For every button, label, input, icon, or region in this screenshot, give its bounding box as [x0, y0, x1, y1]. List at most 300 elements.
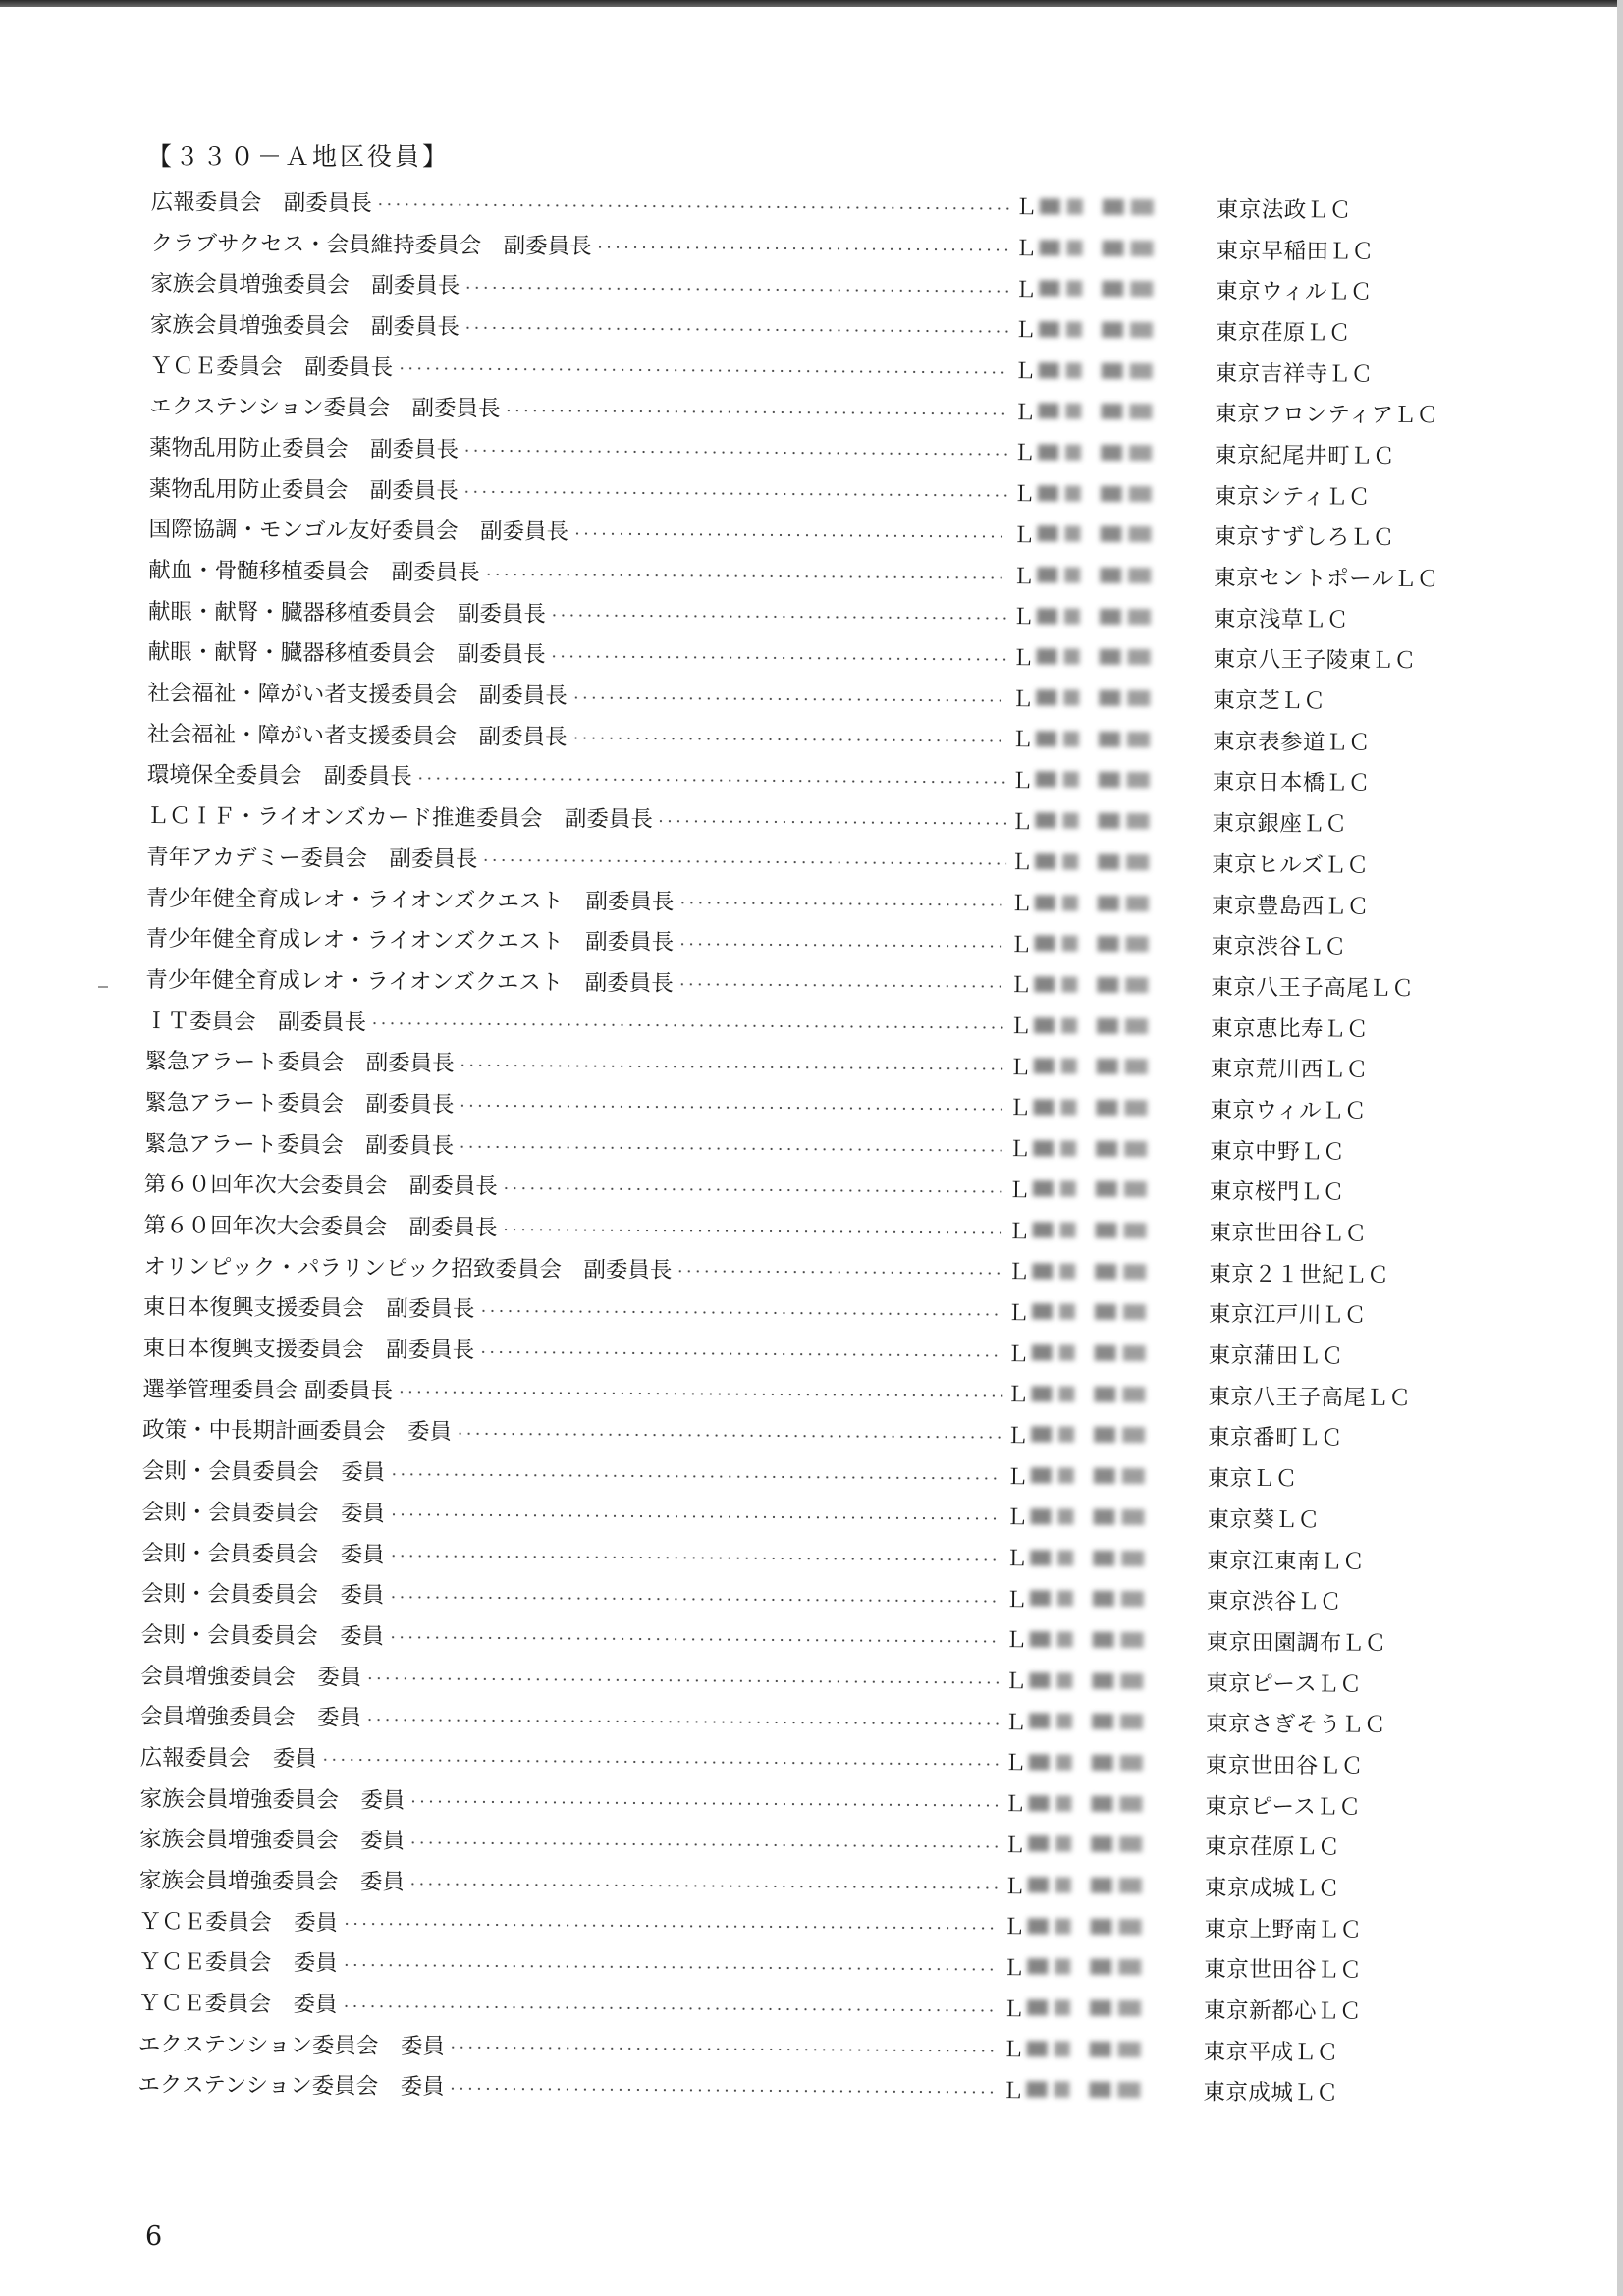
- page-number: 6: [145, 2221, 163, 2252]
- role-title: 国際協調・モンゴル友好委員会 副委員長: [148, 517, 569, 546]
- role-title: 社会福祉・障がい者支援委員会 副委員長: [146, 721, 568, 750]
- role-title: オリンピック・パラリンピック招致委員会 副委員長: [143, 1253, 673, 1284]
- dot-leader: [550, 614, 1008, 620]
- scan-speck: [98, 986, 108, 988]
- dot-leader: [370, 1022, 1005, 1030]
- lion-prefix: Ｌ: [1008, 1137, 1031, 1163]
- member-name-cell: [1005, 1051, 1211, 1082]
- club-name: 東京成城ＬＣ: [1204, 1875, 1340, 1902]
- role-cell: [147, 757, 1007, 794]
- member-name-cell: [1006, 846, 1212, 877]
- member-name-cell: [1007, 683, 1213, 714]
- dot-leader: [458, 1145, 1004, 1152]
- club-name: 東京荒川西ＬＣ: [1210, 1056, 1369, 1083]
- role-cell: [139, 1863, 1000, 1900]
- role-title: クラブサクセス・会員維持委員会 副委員長: [150, 230, 592, 259]
- lion-prefix: Ｌ: [1007, 1219, 1030, 1244]
- redacted-name: [1030, 1550, 1144, 1566]
- role-title: 広報委員会 副委員長: [150, 189, 372, 217]
- redacted-name: [1035, 853, 1149, 870]
- scan-top-edge: [0, 0, 1623, 7]
- redacted-name: [1031, 1467, 1145, 1484]
- lion-prefix: Ｌ: [1012, 441, 1036, 466]
- role-cell: [146, 798, 1006, 836]
- redacted-name: [1037, 608, 1151, 625]
- role-title: 選挙管理委員会 副委員長: [142, 1376, 394, 1404]
- dot-leader: [408, 1882, 1000, 1888]
- club-name: 東京ピースＬＣ: [1206, 1670, 1363, 1698]
- dot-leader: [397, 1391, 1002, 1397]
- lion-prefix: Ｌ: [1012, 522, 1035, 549]
- redacted-name: [1027, 2041, 1141, 2057]
- member-name-cell: [1004, 1174, 1210, 1205]
- dot-leader: [657, 819, 1007, 824]
- role-title: 会則・会員委員会 委員: [140, 1621, 385, 1650]
- lion-prefix: Ｌ: [1001, 2038, 1024, 2063]
- role-cell: [146, 921, 1006, 958]
- role-title: 広報委員会 委員: [139, 1744, 317, 1773]
- lion-prefix: Ｌ: [1009, 892, 1032, 917]
- role-cell: [141, 1535, 1001, 1572]
- club-name: 東京田園調布ＬＣ: [1206, 1629, 1387, 1657]
- lion-prefix: Ｌ: [1005, 1464, 1028, 1490]
- lion-prefix: Ｌ: [1013, 400, 1036, 426]
- dot-leader: [342, 1963, 999, 1971]
- member-name-cell: [1009, 437, 1215, 468]
- role-cell: [144, 1167, 1004, 1204]
- roster-row: [137, 2063, 1453, 2113]
- redacted-name: [1029, 1754, 1143, 1771]
- dot-leader: [478, 1309, 1002, 1316]
- member-name-cell: [1001, 1623, 1207, 1655]
- member-name-cell: [998, 2074, 1203, 2105]
- dot-leader: [463, 286, 1010, 293]
- role-cell: [142, 1412, 1002, 1449]
- club-name: 東京平成ＬＣ: [1203, 2039, 1339, 2066]
- redacted-name: [1032, 1304, 1146, 1321]
- page-heading: 【３３０－Ａ地区役員】: [147, 142, 451, 171]
- lion-prefix: Ｌ: [1006, 1301, 1030, 1327]
- dot-leader: [408, 1841, 1000, 1848]
- member-name-cell: [1004, 1092, 1210, 1123]
- role-title: ＹＣＥ委員会 副委員長: [149, 353, 394, 381]
- lion-prefix: Ｌ: [1008, 1096, 1031, 1121]
- member-name-cell: [1002, 1460, 1208, 1492]
- dot-leader: [458, 1105, 1004, 1112]
- role-cell: [147, 717, 1007, 754]
- role-cell: [149, 471, 1009, 509]
- dot-leader: [677, 983, 1005, 988]
- club-name: 東京ヒルズＬＣ: [1212, 851, 1370, 879]
- role-cell: [139, 1904, 1000, 1941]
- dot-leader: [388, 1595, 1001, 1602]
- lion-prefix: Ｌ: [1014, 277, 1037, 303]
- role-title: エクステンション委員会 副委員長: [149, 394, 501, 422]
- scan-right-edge: [1617, 0, 1623, 2296]
- role-title: 会則・会員委員会 委員: [141, 1499, 386, 1527]
- lion-prefix: Ｌ: [1011, 686, 1034, 712]
- redacted-name: [1028, 1877, 1142, 1893]
- redacted-name: [1031, 1386, 1145, 1402]
- redacted-name: [1028, 1836, 1142, 1853]
- lion-prefix: Ｌ: [1014, 195, 1037, 221]
- member-name-cell: [1003, 1255, 1209, 1286]
- club-name: 東京浅草ＬＣ: [1213, 606, 1350, 633]
- role-cell: [142, 1453, 1002, 1491]
- role-title: 青少年健全育成レオ・ライオンズクエスト 副委員長: [145, 926, 675, 956]
- redacted-name: [1038, 485, 1152, 502]
- club-name: 東京ウィルＬＣ: [1210, 1097, 1368, 1124]
- member-name-cell: [1005, 1010, 1211, 1041]
- club-name: 東京桜門ＬＣ: [1209, 1178, 1345, 1206]
- dot-leader: [365, 1677, 1001, 1685]
- role-title: ＬＣＩＦ・ライオンズカード推進委員会 副委員長: [146, 803, 654, 833]
- member-name-cell: [1003, 1296, 1209, 1328]
- lion-prefix: Ｌ: [1012, 482, 1035, 508]
- dot-leader: [550, 655, 1008, 661]
- lion-prefix: Ｌ: [1003, 1751, 1026, 1777]
- redacted-name: [1034, 1017, 1148, 1034]
- dot-leader: [502, 1186, 1004, 1193]
- member-name-cell: [1008, 560, 1214, 591]
- role-cell: [137, 2067, 998, 2105]
- member-name-cell: [1008, 600, 1214, 631]
- role-cell: [143, 1331, 1003, 1368]
- lion-prefix: Ｌ: [1003, 1710, 1027, 1736]
- dot-leader: [365, 1718, 1001, 1725]
- club-name: 東京世田谷ＬＣ: [1205, 1752, 1364, 1779]
- lion-prefix: Ｌ: [1007, 1260, 1030, 1285]
- dot-leader: [676, 1270, 1003, 1275]
- redacted-name: [1035, 812, 1149, 829]
- role-cell: [148, 594, 1008, 631]
- dot-leader: [462, 490, 1009, 497]
- role-cell: [149, 430, 1009, 467]
- member-name-cell: [1009, 477, 1215, 509]
- role-title: ＹＣＥ委員会 委員: [137, 1991, 338, 2018]
- member-name-cell: [1010, 355, 1216, 386]
- role-title: 青年アカデミー委員会 副委員長: [146, 844, 478, 873]
- redacted-name: [1038, 444, 1152, 461]
- redacted-name: [1039, 281, 1153, 298]
- member-name-cell: [1009, 396, 1215, 427]
- dot-leader: [459, 1064, 1005, 1070]
- club-name: 東京シティＬＣ: [1214, 483, 1372, 511]
- redacted-name: [1033, 1181, 1147, 1198]
- dot-leader: [505, 409, 1010, 415]
- role-title: 家族会員増強委員会 委員: [138, 1867, 406, 1895]
- role-title: 緊急アラート委員会 副委員長: [144, 1049, 455, 1077]
- role-title: 環境保全委員会 副委員長: [146, 762, 412, 791]
- dot-leader: [456, 1432, 1002, 1439]
- lion-prefix: Ｌ: [1010, 850, 1033, 876]
- lion-prefix: Ｌ: [1005, 1505, 1028, 1531]
- member-name-cell: [1006, 887, 1212, 918]
- club-name: 東京蒲田ＬＣ: [1208, 1342, 1344, 1370]
- role-cell: [140, 1740, 1001, 1777]
- redacted-name: [1037, 567, 1151, 583]
- role-cell: [138, 1986, 999, 2023]
- lion-prefix: Ｌ: [1009, 932, 1032, 957]
- club-name: 東京世田谷ＬＣ: [1209, 1220, 1368, 1247]
- member-name-cell: [1006, 805, 1212, 837]
- lion-prefix: Ｌ: [1003, 1792, 1026, 1818]
- lion-prefix: Ｌ: [1010, 809, 1033, 835]
- member-name-cell: [1001, 1583, 1207, 1614]
- role-cell: [139, 1781, 1000, 1819]
- lion-prefix: Ｌ: [1003, 1832, 1026, 1859]
- club-name: 東京葵ＬＣ: [1207, 1506, 1321, 1534]
- lion-prefix: Ｌ: [1009, 973, 1032, 999]
- role-cell: [138, 1944, 999, 1982]
- role-cell: [145, 962, 1005, 1000]
- role-cell: [148, 553, 1008, 590]
- role-title: ＹＣＥ委員会 委員: [138, 1908, 339, 1937]
- member-name-cell: [1003, 1215, 1209, 1246]
- role-title: 家族会員増強委員会 委員: [139, 1827, 406, 1855]
- lion-prefix: Ｌ: [1011, 646, 1034, 672]
- redacted-name: [1036, 772, 1150, 789]
- redacted-name: [1037, 526, 1151, 543]
- member-name-cell: [1010, 314, 1216, 346]
- club-name: 東京八王子高尾ＬＣ: [1211, 974, 1415, 1002]
- redacted-name: [1034, 976, 1148, 993]
- role-cell: [143, 1208, 1003, 1245]
- role-cell: [139, 1822, 1000, 1859]
- club-name: 東京荏原ＬＣ: [1205, 1833, 1341, 1861]
- redacted-name: [1027, 1999, 1141, 2016]
- dot-leader: [408, 1800, 1000, 1807]
- role-cell: [145, 1004, 1005, 1041]
- member-name-cell: [1010, 273, 1216, 304]
- redacted-name: [1027, 1959, 1141, 1976]
- role-title: 家族会員増強委員会 副委員長: [149, 311, 460, 341]
- club-name: 東京恵比寿ＬＣ: [1210, 1015, 1370, 1043]
- dot-leader: [571, 737, 1007, 742]
- redacted-name: [1029, 1714, 1143, 1730]
- dot-leader: [449, 2087, 999, 2094]
- member-name-cell: [1001, 1706, 1206, 1737]
- club-name: 東京江東南ＬＣ: [1207, 1548, 1366, 1575]
- club-name: 東京芝ＬＣ: [1213, 687, 1326, 715]
- member-name-cell: [1000, 1910, 1205, 1941]
- lion-prefix: Ｌ: [1014, 237, 1037, 262]
- role-title: 家族会員増強委員会 副委員長: [150, 271, 460, 300]
- dot-leader: [342, 1923, 999, 1931]
- redacted-name: [1034, 1059, 1148, 1075]
- dot-leader: [389, 1513, 1001, 1520]
- role-cell: [150, 307, 1010, 345]
- role-cell: [138, 2027, 999, 2064]
- member-name-cell: [1005, 969, 1211, 1001]
- dot-leader: [449, 2046, 999, 2052]
- club-name: 東京新都心ＬＣ: [1203, 1997, 1363, 2025]
- lion-prefix: Ｌ: [1013, 359, 1036, 385]
- club-name: 東京早稲田ＬＣ: [1216, 238, 1375, 265]
- member-name-cell: [1001, 1747, 1206, 1778]
- lion-prefix: Ｌ: [1002, 1956, 1025, 1982]
- club-name: 東京表参道ＬＣ: [1212, 729, 1372, 756]
- role-cell: [144, 1085, 1004, 1122]
- club-name: 東京番町ＬＣ: [1207, 1425, 1344, 1451]
- role-cell: [147, 676, 1007, 713]
- role-title: ＹＣＥ委員会 委員: [138, 1949, 338, 1977]
- member-name-cell: [1005, 928, 1211, 959]
- lion-prefix: Ｌ: [1012, 564, 1035, 589]
- role-title: 会員増強委員会 委員: [139, 1704, 362, 1731]
- member-name-cell: [1008, 641, 1214, 673]
- role-title: 会員増強委員会 委員: [140, 1663, 362, 1691]
- club-name: 東京セントポールＬＣ: [1214, 565, 1439, 593]
- lion-prefix: Ｌ: [1006, 1341, 1029, 1367]
- club-name: 東京荏原ＬＣ: [1215, 319, 1352, 347]
- redacted-name: [1026, 2082, 1140, 2099]
- member-name-cell: [1002, 1419, 1208, 1450]
- dot-leader: [462, 450, 1009, 457]
- role-title: 会則・会員委員会 委員: [141, 1458, 386, 1486]
- role-title: ＩＴ委員会 副委員長: [144, 1008, 367, 1036]
- club-name: 東京法政ＬＣ: [1216, 196, 1352, 224]
- member-name-cell: [1002, 1378, 1208, 1409]
- redacted-name: [1031, 1427, 1145, 1444]
- club-name: 東京成城ＬＣ: [1203, 2079, 1339, 2106]
- redacted-name: [1038, 404, 1152, 420]
- role-cell: [150, 226, 1010, 263]
- club-name: 東京世田谷ＬＣ: [1204, 1956, 1363, 1985]
- club-name: 東京ＬＣ: [1207, 1465, 1298, 1493]
- club-name: 東京さぎそうＬＣ: [1205, 1711, 1387, 1739]
- redacted-name: [1033, 1222, 1147, 1238]
- redacted-name: [1032, 1344, 1146, 1361]
- dot-leader: [321, 1759, 1001, 1767]
- club-name: 東京すずしろＬＣ: [1214, 523, 1395, 552]
- role-cell: [142, 1372, 1002, 1409]
- lion-prefix: Ｌ: [1010, 769, 1033, 794]
- role-title: 献眼・献腎・臓器移植委員会 副委員長: [147, 639, 546, 669]
- role-title: 政策・中長期計画委員会 委員: [142, 1417, 453, 1446]
- member-name-cell: [1007, 764, 1213, 795]
- club-name: 東京渋谷ＬＣ: [1206, 1588, 1343, 1615]
- role-title: 第６０回年次大会委員会 副委員長: [143, 1213, 498, 1241]
- redacted-name: [1039, 321, 1153, 338]
- role-cell: [144, 1126, 1004, 1164]
- member-name-cell: [999, 1993, 1204, 2024]
- redacted-name: [1036, 731, 1150, 747]
- club-name: 東京紀尾井町ＬＣ: [1214, 442, 1396, 469]
- redacted-name: [1028, 1795, 1142, 1812]
- lion-prefix: Ｌ: [1002, 1874, 1025, 1899]
- redacted-name: [1035, 936, 1149, 953]
- club-name: 東京ウィルＬＣ: [1216, 278, 1373, 305]
- dot-leader: [572, 532, 1008, 538]
- role-cell: [141, 1617, 1001, 1655]
- dot-leader: [463, 327, 1010, 334]
- lion-prefix: Ｌ: [1011, 605, 1035, 630]
- role-cell: [141, 1576, 1001, 1613]
- member-name-cell: [1000, 1787, 1205, 1819]
- role-cell: [140, 1659, 1001, 1696]
- member-name-cell: [1004, 1132, 1210, 1164]
- lion-prefix: Ｌ: [1007, 1177, 1030, 1204]
- redacted-name: [1037, 649, 1151, 666]
- role-cell: [146, 881, 1006, 918]
- lion-prefix: Ｌ: [1010, 728, 1034, 753]
- member-name-cell: [1010, 232, 1216, 263]
- redacted-name: [1036, 689, 1150, 706]
- club-name: 東京中野ＬＣ: [1210, 1138, 1346, 1166]
- redacted-name: [1030, 1508, 1144, 1525]
- role-cell: [145, 1044, 1005, 1081]
- role-cell: [150, 349, 1010, 386]
- club-name: 東京渋谷ＬＣ: [1211, 933, 1347, 960]
- redacted-name: [1035, 895, 1149, 911]
- dot-leader: [389, 1472, 1001, 1479]
- role-cell: [150, 266, 1010, 303]
- redacted-name: [1028, 1918, 1142, 1935]
- lion-prefix: Ｌ: [1004, 1669, 1027, 1695]
- role-title: 東日本復興支援委員会 副委員長: [142, 1336, 475, 1364]
- club-name: 東京江戸川ＬＣ: [1208, 1301, 1368, 1330]
- lion-prefix: Ｌ: [1013, 318, 1037, 344]
- member-name-cell: [999, 1951, 1204, 1983]
- lion-prefix: Ｌ: [1005, 1547, 1028, 1572]
- redacted-name: [1033, 1099, 1147, 1116]
- role-title: 薬物乱用防止委員会 副委員長: [149, 434, 460, 464]
- club-name: 東京フロンティアＬＣ: [1215, 401, 1439, 429]
- member-name-cell: [1011, 191, 1217, 222]
- role-cell: [149, 389, 1009, 426]
- role-cell: [140, 1699, 1001, 1736]
- dot-leader: [376, 203, 1011, 211]
- lion-prefix: Ｌ: [1008, 1055, 1031, 1081]
- member-name-cell: [1007, 723, 1213, 754]
- role-title: 青少年健全育成レオ・ライオンズクエスト 副委員長: [145, 885, 675, 915]
- dot-leader: [389, 1555, 1001, 1561]
- role-title: 薬物乱用防止委員会 副委員長: [148, 475, 459, 504]
- role-title: 会則・会員委員会 委員: [140, 1581, 385, 1609]
- role-cell: [146, 840, 1006, 877]
- club-name: 東京ピースＬＣ: [1205, 1793, 1362, 1821]
- dot-leader: [677, 942, 1005, 947]
- lion-prefix: Ｌ: [1004, 1587, 1028, 1613]
- role-cell: [143, 1289, 1003, 1327]
- redacted-name: [1040, 240, 1154, 256]
- role-cell: [141, 1495, 1001, 1532]
- role-title: 献血・骨髄移植委員会 副委員長: [148, 558, 480, 586]
- club-name: 東京日本橋ＬＣ: [1212, 770, 1371, 797]
- role-title: 第６０回年次大会委員会 副委員長: [143, 1172, 498, 1200]
- redacted-name: [1030, 1631, 1144, 1648]
- dot-leader: [342, 2004, 999, 2012]
- dot-leader: [478, 1350, 1002, 1357]
- member-name-cell: [999, 2033, 1204, 2064]
- role-title: 社会福祉・障がい者支援委員会 副委員長: [147, 681, 568, 710]
- member-name-cell: [1001, 1501, 1207, 1532]
- member-name-cell: [1000, 1829, 1205, 1860]
- role-title: エクステンション委員会 委員: [137, 2031, 446, 2059]
- member-name-cell: [1000, 1870, 1205, 1901]
- role-title: 献眼・献腎・臓器移植委員会 副委員長: [147, 598, 547, 628]
- role-title: 緊急アラート委員会 副委員長: [144, 1089, 455, 1119]
- lion-prefix: Ｌ: [1004, 1628, 1027, 1654]
- dot-leader: [388, 1636, 1001, 1643]
- redacted-name: [1039, 362, 1153, 379]
- lion-prefix: Ｌ: [1006, 1424, 1029, 1449]
- role-title: 青少年健全育成レオ・ライオンズクエスト 副委員長: [145, 966, 674, 997]
- member-name-cell: [1003, 1338, 1209, 1369]
- lion-prefix: Ｌ: [1001, 2079, 1024, 2105]
- dot-leader: [397, 367, 1009, 374]
